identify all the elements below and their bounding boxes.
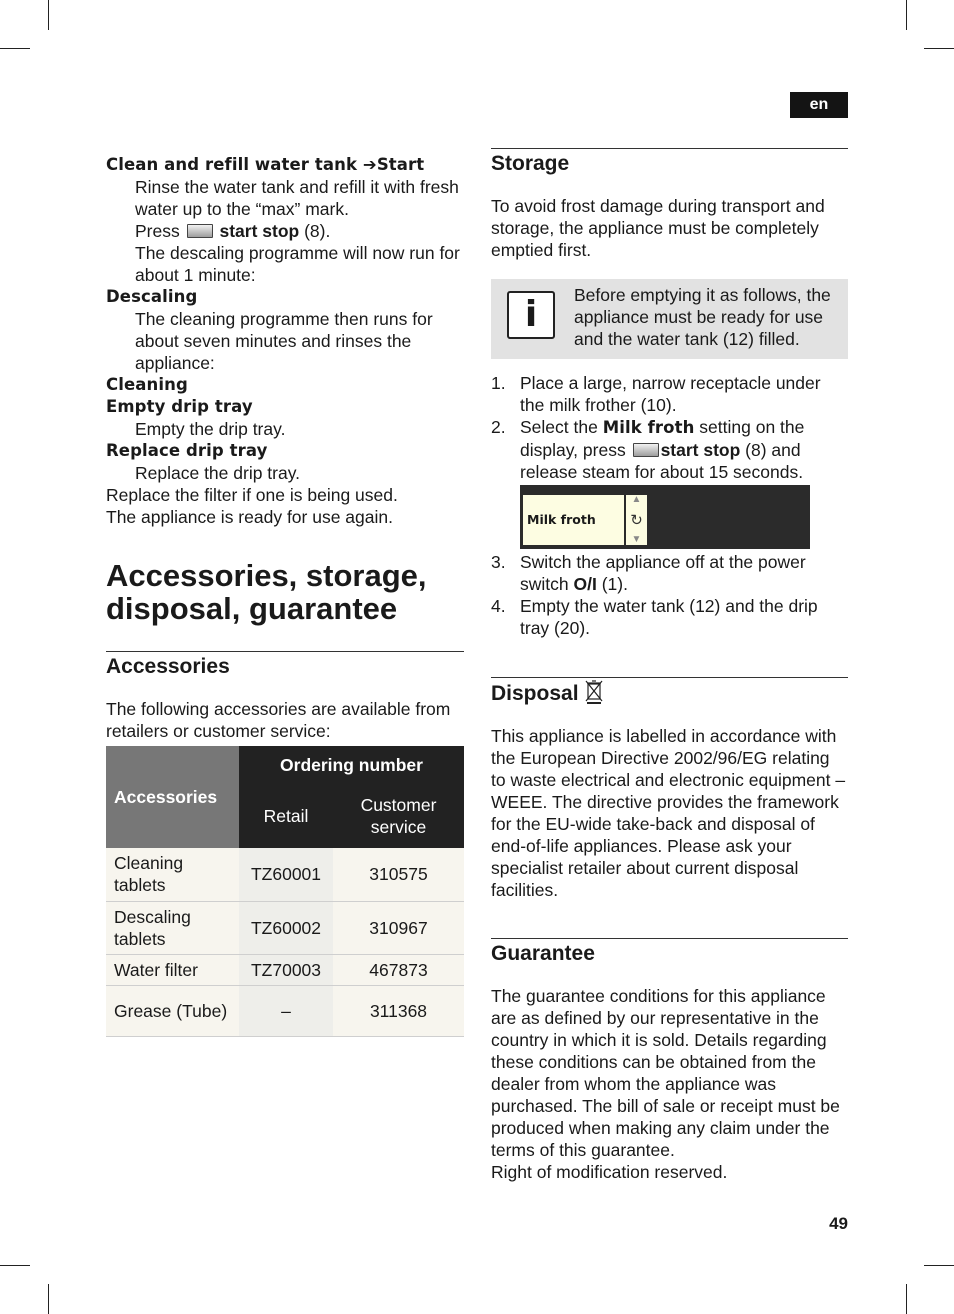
table-cell-name: Grease (Tube): [106, 985, 239, 1036]
disposal-text: This appliance is labelled in accordance with the European Directive 2002/96/EG relating to waste electrical and electronic equipment – WEEE. The directive provides the framework for the EU-wide take-back and disposal of end-of-life appliances. Please ask your specialist retailer about current disposal facilities.: [491, 726, 846, 900]
step-heading-descaling: Descaling: [106, 287, 198, 306]
info-icon: i: [507, 291, 555, 339]
disposal-heading-text: Disposal: [491, 682, 579, 705]
storage-steps-continued: [491, 551, 848, 639]
step-heading-text: Clean and refill water tank: [106, 155, 358, 174]
step-text: Replace the drip tray.: [135, 463, 301, 483]
section-divider: [106, 651, 464, 652]
step-clean-refill-heading: [106, 154, 464, 176]
step-number: 1.: [491, 373, 506, 393]
table-cell-customer: 310967: [333, 901, 464, 954]
crop-mark: [906, 1284, 907, 1314]
chapter-title-line: Accessories, storage,: [106, 558, 427, 593]
accessories-heading: Accessories: [106, 655, 230, 678]
table-header-accessories: Accessories: [106, 746, 239, 848]
table-header-customer-service: Customer service: [333, 784, 464, 848]
crop-mark: [48, 1284, 49, 1314]
press-start-line: [106, 220, 464, 242]
reference-label: (8).: [304, 221, 331, 241]
setting-label: Milk froth: [602, 418, 695, 437]
filter-note: Replace the filter if one is being used.: [106, 485, 398, 505]
rotary-icon: ↻: [630, 511, 643, 529]
crop-mark: [0, 1265, 30, 1266]
crop-mark: [924, 48, 954, 49]
info-box: [491, 279, 848, 359]
chapter-title: [106, 559, 464, 625]
power-switch-label: O/I: [573, 574, 597, 594]
step-heading-replace-drip-tray: Replace drip tray: [106, 441, 268, 460]
table-cell-customer: 467873: [333, 954, 464, 985]
ready-note: The appliance is ready for use again.: [106, 507, 393, 527]
table-cell-name: Water filter: [106, 954, 239, 985]
step-number: 2.: [491, 417, 506, 437]
press-label: Press: [135, 221, 180, 241]
chapter-title-line: disposal, guarantee: [106, 591, 398, 626]
language-tag: en: [790, 92, 848, 118]
scroll-down-icon: ▼: [631, 534, 642, 545]
step-text: setting on the display, press: [520, 417, 805, 460]
section-divider: [491, 677, 848, 678]
start-label: Start: [376, 155, 425, 174]
accessories-table: [106, 746, 464, 1037]
table-header-retail: Retail: [239, 784, 333, 848]
start-stop-button-icon: [187, 224, 213, 238]
table-row: [106, 954, 464, 985]
info-text: Before emptying it as follows, the appliance must be ready for use and the water tank (12) filled.: [574, 285, 831, 349]
step-text: (1).: [596, 574, 628, 594]
storage-heading: Storage: [491, 152, 570, 175]
start-stop-label: start stop: [219, 221, 300, 241]
storage-intro: To avoid frost damage during transport and storage, the appliance must be completely emptied first.: [491, 196, 825, 260]
crop-mark: [924, 1265, 954, 1266]
table-cell-customer: 311368: [333, 985, 464, 1036]
start-stop-label: start stop: [660, 440, 741, 460]
step-heading-cleaning: Cleaning: [106, 375, 188, 394]
step-number: 3.: [491, 552, 506, 572]
display-label: Milk froth: [527, 512, 596, 527]
step-text: Switch the appliance off at the power switch: [520, 552, 806, 594]
list-item: [491, 551, 848, 595]
step-text: Place a large, narrow receptacle under the milk frother (10).: [520, 373, 821, 415]
display-scroll-indicator: [626, 495, 647, 545]
page-number: 49: [829, 1214, 848, 1233]
crop-mark: [906, 0, 907, 30]
step-text: (8) and release steam for about 15 seconds.: [520, 440, 804, 482]
step-text: Empty the water tank (12) and the drip tray (20).: [520, 596, 818, 638]
scroll-up-icon: ▲: [631, 494, 642, 505]
disposal-heading: [491, 679, 848, 708]
table-cell-customer: 310575: [333, 848, 464, 901]
table-row: [106, 985, 464, 1036]
crop-mark: [0, 48, 30, 49]
step-text: The cleaning programme then runs for about seven minutes and rinses the appliance:: [135, 309, 433, 373]
right-column: [491, 148, 848, 1183]
left-column: [106, 154, 464, 1037]
storage-steps: [491, 372, 848, 483]
table-cell-retail: TZ60002: [239, 901, 333, 954]
step-number: 4.: [491, 596, 506, 616]
arrow-icon: ➔: [362, 155, 377, 174]
table-cell-retail: TZ60001: [239, 848, 333, 901]
guarantee-heading: Guarantee: [491, 942, 595, 965]
crop-mark: [48, 0, 49, 30]
step-text: Select the: [520, 417, 603, 437]
table-cell-name: Cleaning tablets: [106, 848, 239, 901]
list-item: [491, 416, 848, 483]
step-heading-empty-drip-tray: Empty drip tray: [106, 397, 253, 416]
step-text: Rinse the water tank and refill it with fresh water up to the “max” mark.: [135, 177, 459, 219]
accessories-intro: The following accessories are available from retailers or customer service:: [106, 699, 451, 741]
step-text: Empty the drip tray.: [135, 419, 286, 439]
start-stop-button-icon: [633, 443, 659, 457]
table-cell-name: Descaling tablets: [106, 901, 239, 954]
table-header-ordering-number: Ordering number: [239, 746, 464, 784]
crossed-bin-icon: [584, 679, 604, 705]
display-panel: [523, 495, 624, 545]
step-text: The descaling programme will now run for about 1 minute:: [135, 243, 460, 285]
modification-note: Right of modification reserved.: [491, 1162, 728, 1182]
guarantee-text: The guarantee conditions for this appliance are as defined by our representative in the country in which it is sold. Details regarding these conditions can be obtained from the dealer from whom the appliance was purchased. The bill of sale or receipt must be produced when making any claim under the terms of this guarantee.: [491, 986, 840, 1160]
table-row: [106, 848, 464, 901]
section-divider: [491, 938, 848, 939]
milk-froth-display: [520, 485, 810, 549]
table-cell-retail: TZ70003: [239, 954, 333, 985]
table-cell-retail: –: [239, 985, 333, 1036]
list-item: [491, 595, 848, 639]
list-item: [491, 372, 848, 416]
table-row: [106, 901, 464, 954]
section-divider: [491, 148, 848, 149]
